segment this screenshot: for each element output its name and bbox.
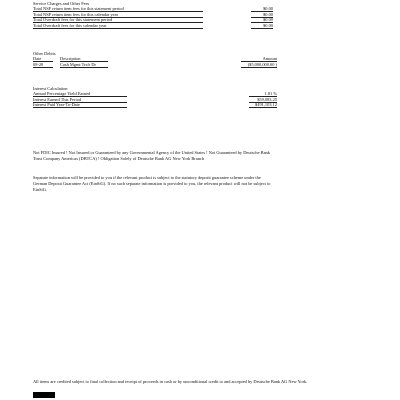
deposit-guarantee-notice: Separate information will be provided to you if the relevant product is subject to the statutory deposit guarantee scheme under the German Deposit Guarantee Act (EinSiG). If no such separate information is provided to you, the relevant product will not be subject to EinSiG. xyxy=(33,175,271,193)
header-description: Description xyxy=(60,56,81,61)
underline xyxy=(60,67,108,68)
row-label: Interest Earned This Period xyxy=(33,96,82,102)
row-label: Annual Percentage Yield Earned xyxy=(33,91,91,96)
service-charges-title: Service Charges and Other Fees xyxy=(33,1,90,6)
interest-table xyxy=(33,91,277,108)
row-description: Cash Mgmt Trsfr Dr xyxy=(60,62,96,67)
row-amount: $0.00 xyxy=(263,11,273,17)
row-label: Total Overdraft fees for this calendar year xyxy=(33,22,107,28)
row-amount: $0.00 xyxy=(263,22,273,28)
row-amount: $0.00 xyxy=(263,17,273,23)
row-amount: $59,083.25 xyxy=(257,96,277,102)
underline xyxy=(33,107,127,108)
row-amount: ($5,000,000.00 ) xyxy=(247,62,277,67)
header-amount: Amount xyxy=(262,56,277,61)
underline xyxy=(33,28,203,29)
row-label: Total Overdraft fees for this statement period xyxy=(33,17,113,23)
row-date: 08-20 xyxy=(33,62,44,67)
amount-underline xyxy=(249,107,277,108)
row-amount: $0.00 xyxy=(263,6,273,11)
header-date: Date xyxy=(33,56,42,61)
interest-title: Interest Calculation xyxy=(33,86,68,91)
underline xyxy=(241,67,277,68)
row-label: Interest Paid Year-To-Date xyxy=(33,102,80,108)
redaction-bar xyxy=(33,392,55,398)
row-label: Total NSF return item fees for this calendar year xyxy=(33,11,119,17)
other-debits-table xyxy=(33,56,277,68)
other-debits-title: Other Debits xyxy=(33,51,56,56)
footer-note: All items are credited subject to final collection and receipt of proceeds in cash or by unconditional credit to and accepted by Deutsche Bank AG New York. xyxy=(33,379,308,384)
underline xyxy=(33,67,53,68)
table-row xyxy=(33,102,277,108)
table-row xyxy=(33,62,277,68)
row-label: Total NSF return item fees for this statement period xyxy=(33,6,124,11)
row-amount: $491,103.12 xyxy=(255,102,277,108)
row-amount: 1.81 % xyxy=(264,91,277,96)
table-row xyxy=(33,23,273,29)
service-charges-table xyxy=(33,6,273,28)
fdic-disclaimer: Not FDIC Insured ! Not Insured or Guaranteed by any Governmental Agency of the United States ! Not Guaranteed by Deutsche Bank Trust Company Americas (DBTCA) ! Obligation Solely of Deutsche Bank AG New York Branch xyxy=(33,150,270,162)
amount-underline xyxy=(251,28,273,29)
